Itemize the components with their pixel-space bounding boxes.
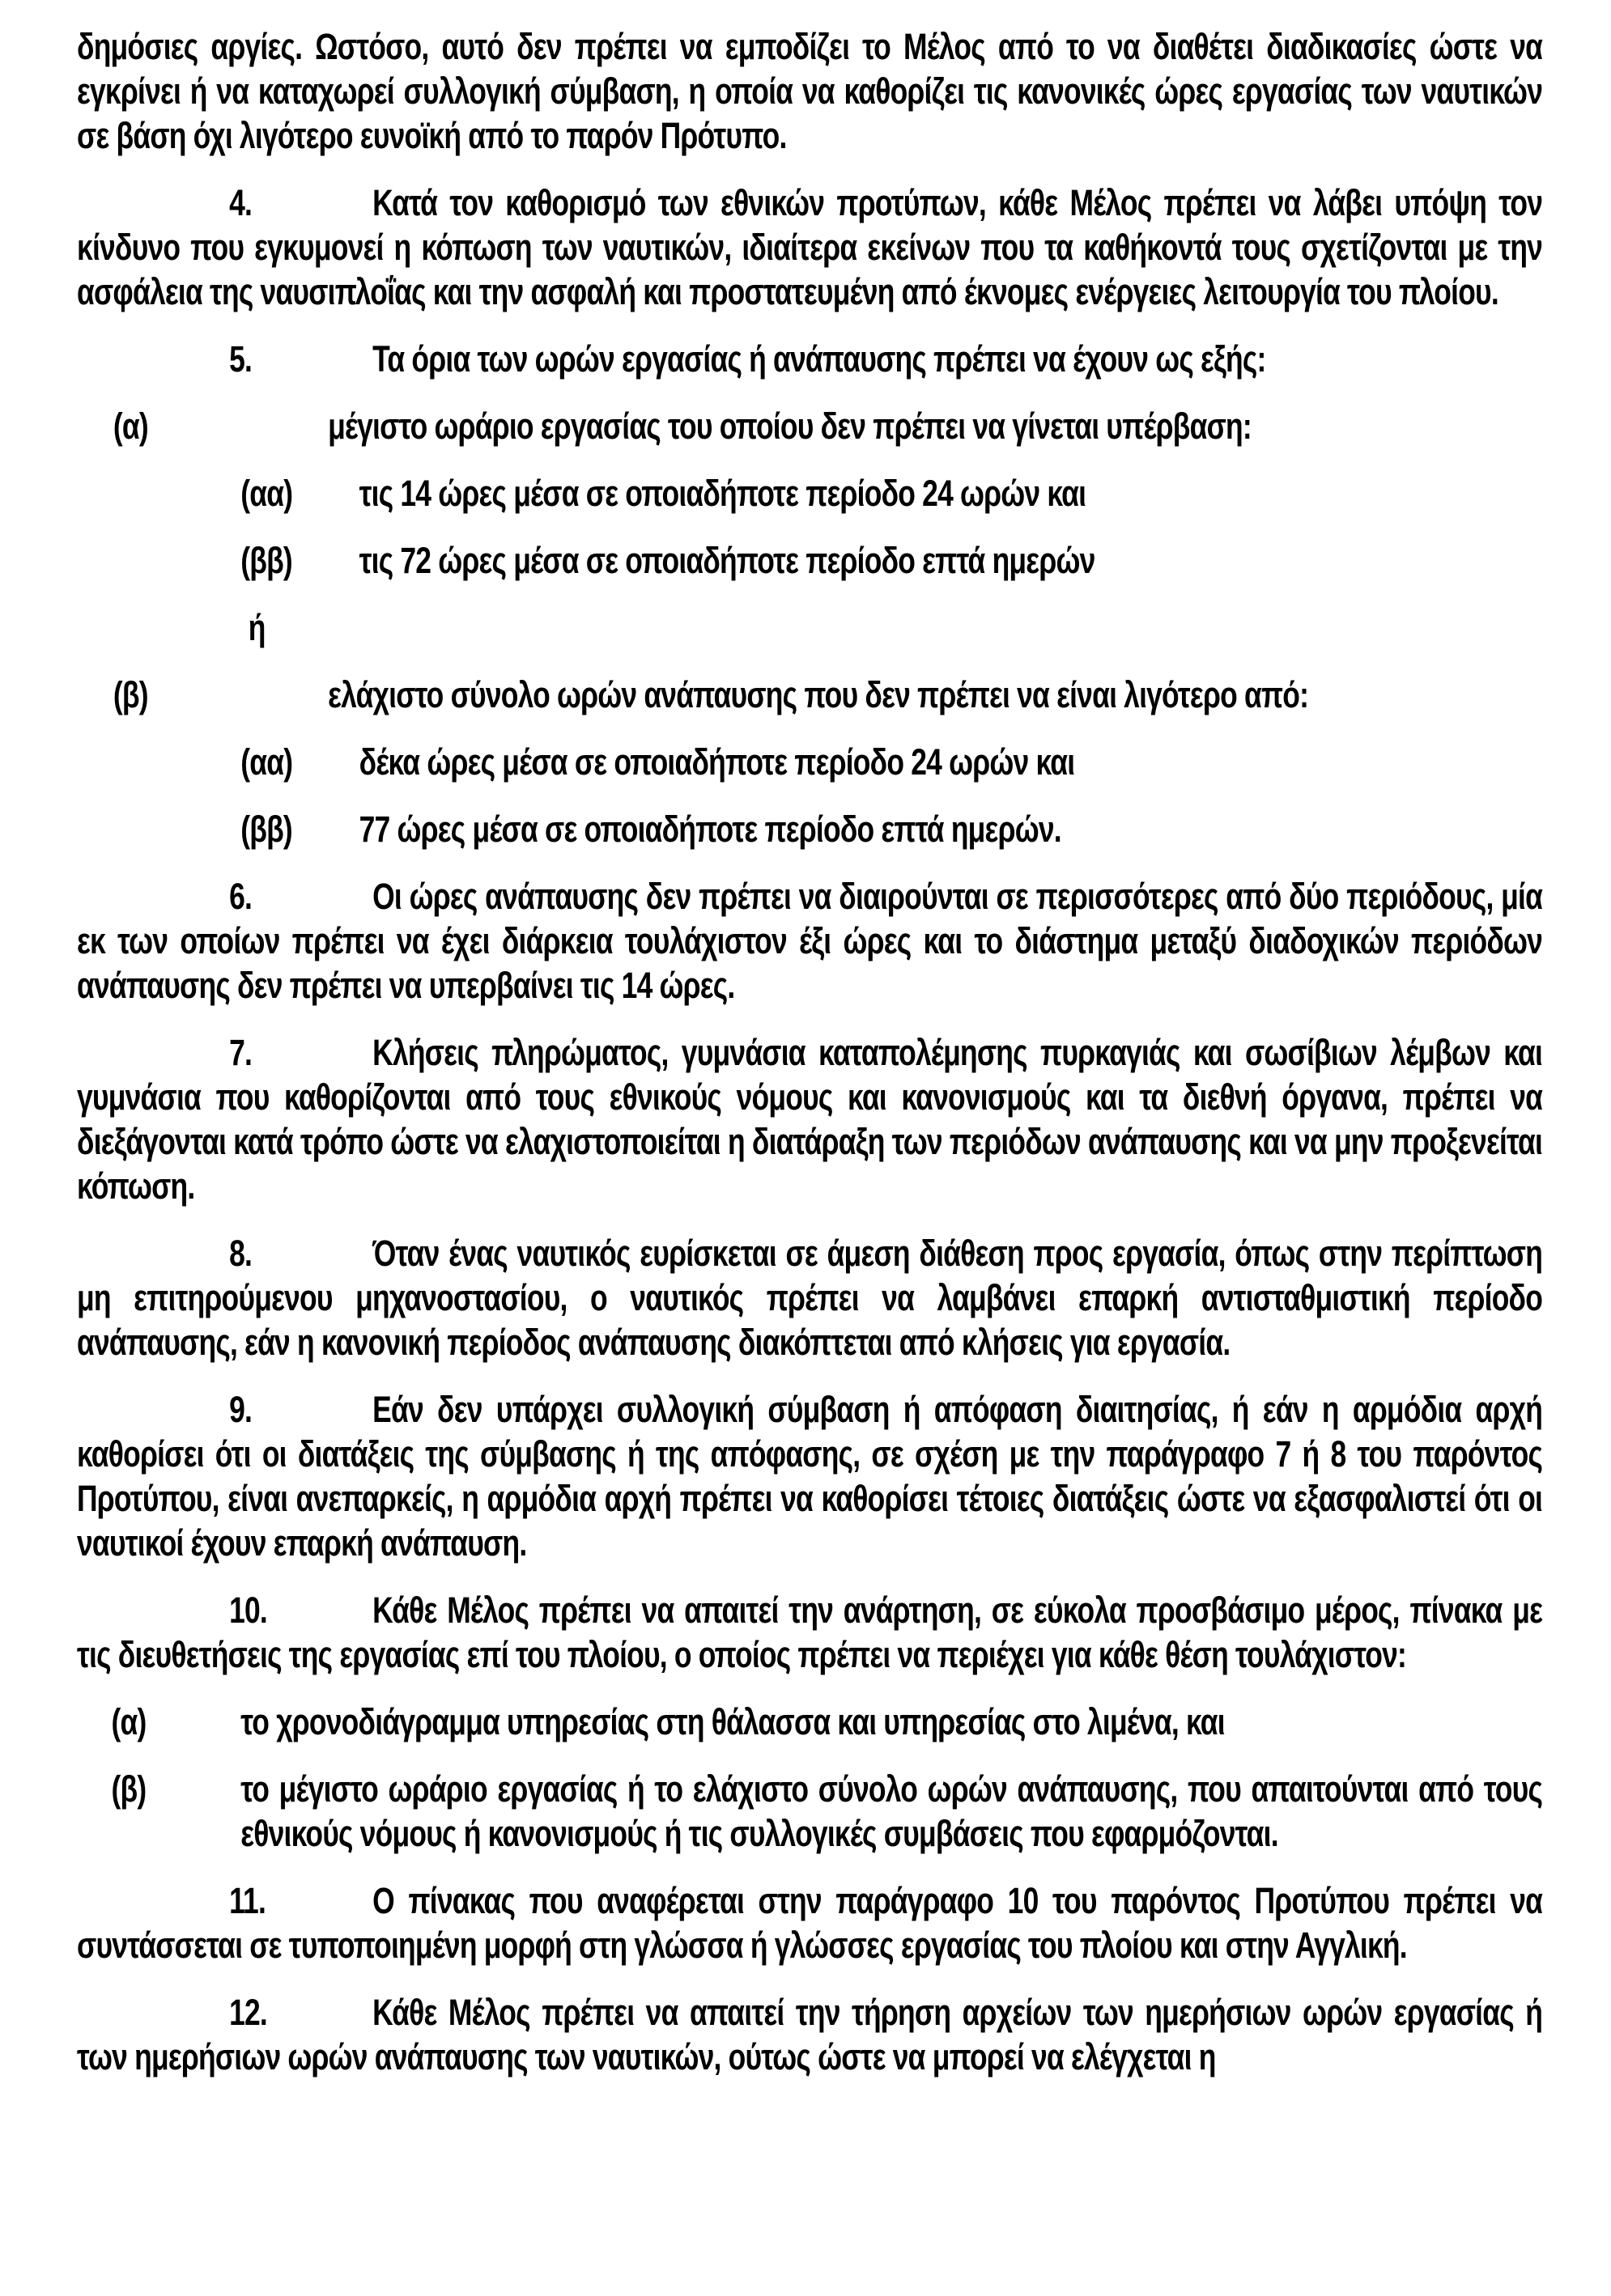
- paragraph-text: τις 14 ώρες μέσα σε οποιαδήποτε περίοδο 24 ωρών και: [359, 473, 1086, 514]
- paragraph-text: Κάθε Μέλος πρέπει να απαιτεί την ανάρτηση, σε εύκολα προσβάσιμο μέρος, πίνακα με τις διευθετήσεις της εργασίας επί του πλοίου, ο οποίος πρέπει να περιέχει για κάθε θέση τουλάχιστον:: [77, 1589, 1543, 1675]
- list-marker: (ββ): [240, 540, 292, 581]
- numbered-paragraph: [77, 1878, 1542, 1967]
- paragraph-number: 7.: [229, 1032, 253, 1073]
- list-marker: (β): [111, 1768, 147, 1810]
- paragraph-text: δημόσιες αργίες. Ωστόσο, αυτό δεν πρέπει να εμποδίζει το Μέλος από το να διαθέτει διαδικασίες ώστε να εγκρίνει ή να καταχωρεί συλλογική σύμβαση, η οποία να καθορίζει τις κανονικές ώρες εργασίας των ναυτικών σε βάση όχι λιγότερο ευνοϊκή από το παρόν Πρότυπο.: [77, 26, 1543, 156]
- numbered-paragraph: [77, 1990, 1542, 2079]
- list-marker: (ββ): [240, 808, 292, 850]
- list-marker: (α): [111, 1701, 147, 1742]
- list-marker: (αα): [240, 473, 293, 514]
- numbered-paragraph: [77, 337, 1542, 381]
- paragraph-number: 8.: [229, 1233, 253, 1274]
- paragraph-text: τις 72 ώρες μέσα σε οποιαδήποτε περίοδο επτά ημερών: [359, 540, 1095, 581]
- paragraph-text: Όταν ένας ναυτικός ευρίσκεται σε άμεση διάθεση προς εργασία, όπως στην περίπτωση μη επιτηρούμενου μηχανοστασίου, ο ναυτικός πρέπει να λαμβάνει επαρκή αντισταθμιστική περίοδο ανάπαυσης, εάν η κανονική περίοδος ανάπαυσης διακόπτεται από κλήσεις για εργασία.: [77, 1233, 1543, 1363]
- list-marker: (αα): [240, 741, 293, 783]
- paragraph-text: Οι ώρες ανάπαυσης δεν πρέπει να διαιρούνται σε περισσότερες από δύο περιόδους, μία εκ των οποίων πρέπει να έχει διάρκεια τουλάχιστον έξι ώρες και το διάστημα μεταξύ διαδοχικών περιόδων ανάπαυσης δεν πρέπει να υπερβαίνει τις 14 ώρες.: [77, 876, 1543, 1006]
- paragraph-number: 9.: [229, 1389, 253, 1430]
- list-item-alpha: [77, 673, 1542, 717]
- numbered-paragraph: [77, 1030, 1542, 1208]
- paragraph-text: ελάχιστο σύνολο ωρών ανάπαυσης που δεν πρέπει να είναι λιγότερο από:: [328, 674, 1309, 715]
- or-connector-line: [249, 605, 1542, 650]
- paragraph-text: δέκα ώρες μέσα σε οποιαδήποτε περίοδο 24 ωρών και: [359, 741, 1075, 783]
- list-marker: (α): [113, 405, 148, 447]
- paragraph-text: ή: [248, 607, 266, 648]
- paragraph-number: 11.: [229, 1880, 266, 1921]
- paragraph-number: 4.: [229, 182, 253, 223]
- list-marker: (β): [113, 674, 148, 715]
- paragraph-number: 5.: [229, 338, 253, 380]
- paragraph-text: Τα όρια των ωρών εργασίας ή ανάπαυσης πρέπει να έχουν ως εξής:: [372, 338, 1266, 380]
- paragraph-text: Κατά τον καθορισμό των εθνικών προτύπων, κάθε Μέλος πρέπει να λάβει υπόψη τον κίνδυνο που εγκυμονεί η κόπωση των ναυτικών, ιδιαίτερα εκείνων που τα καθήκοντά τους σχετίζονται με την ασφάλεια της ναυσιπλοΐας και την ασφαλή και προστατευμένη από έκνομες ενέργειες λειτουργία του πλοίου.: [77, 182, 1543, 312]
- paragraph-number: 6.: [229, 876, 253, 917]
- list-item-alpha: [77, 404, 1542, 448]
- list-item-alpha: [77, 1700, 1542, 1744]
- paragraph-text: 77 ώρες μέσα σε οποιαδήποτε περίοδο επτά ημερών.: [359, 808, 1061, 850]
- numbered-paragraph: [77, 180, 1542, 314]
- numbered-paragraph: [77, 874, 1542, 1008]
- list-subitem: [77, 471, 1542, 516]
- paragraph-text: Ο πίνακας που αναφέρεται στην παράγραφο 10 του παρόντος Προτύπου πρέπει να συντάσσεται σε τυποποιημένη μορφή στη γλώσσα ή γλώσσες εργασίας του πλοίου και στην Αγγλική.: [77, 1880, 1543, 1966]
- list-item-alpha: [77, 1767, 1542, 1856]
- paragraph-text: το μέγιστο ωράριο εργασίας ή το ελάχιστο σύνολο ωρών ανάπαυσης, που απαιτούνται από τους εθνικούς νόμους ή κανονισμούς ή τις συλλογικές συμβάσεις που εφαρμόζονται.: [240, 1768, 1543, 1854]
- document-content: [77, 24, 1542, 2102]
- list-subitem: [77, 740, 1542, 784]
- paragraph-number: 10.: [229, 1589, 267, 1631]
- paragraph-number: 12.: [229, 1992, 267, 2033]
- paragraph-text: το χρονοδιάγραμμα υπηρεσίας στη θάλασσα και υπηρεσίας στο λιμένα, και: [240, 1701, 1225, 1742]
- paragraph-text: Εάν δεν υπάρχει συλλογική σύμβαση ή απόφαση διαιτησίας, ή εάν η αρμόδια αρχή καθορίσει ότι οι διατάξεις της σύμβασης ή της απόφασης, σε σχέση με την παράγραφο 7 ή 8 του παρόντος Προτύπου, είναι ανεπαρκείς, η αρμόδια αρχή πρέπει να καθορίσει τέτοιες διατάξεις ώστε να εξασφαλιστεί ότι οι ναυτικοί έχουν επαρκή ανάπαυση.: [77, 1389, 1543, 1564]
- numbered-paragraph: [77, 1588, 1542, 1677]
- body-paragraph: [77, 24, 1542, 158]
- list-subitem: [77, 807, 1542, 851]
- paragraph-text: Κλήσεις πληρώματος, γυμνάσια καταπολέμησης πυρκαγιάς και σωσίβιων λέμβων και γυμνάσια που καθορίζονται από τους εθνικούς νόμους και κανονισμούς και τα διεθνή όργανα, πρέπει να διεξάγονται κατά τρόπο ώστε να ελαχιστοποιείται η διατάραξη των περιόδων ανάπαυσης και να μην προξενείται κόπωση.: [77, 1032, 1543, 1207]
- paragraph-text: Κάθε Μέλος πρέπει να απαιτεί την τήρηση αρχείων των ημερήσιων ωρών εργασίας ή των ημερήσιων ωρών ανάπαυσης των ναυτικών, ούτως ώστε να μπορεί να ελέγχεται η: [77, 1992, 1543, 2077]
- numbered-paragraph: [77, 1387, 1542, 1565]
- list-subitem: [77, 538, 1542, 583]
- numbered-paragraph: [77, 1231, 1542, 1364]
- paragraph-text: μέγιστο ωράριο εργασίας του οποίου δεν πρέπει να γίνεται υπέρβαση:: [328, 405, 1252, 447]
